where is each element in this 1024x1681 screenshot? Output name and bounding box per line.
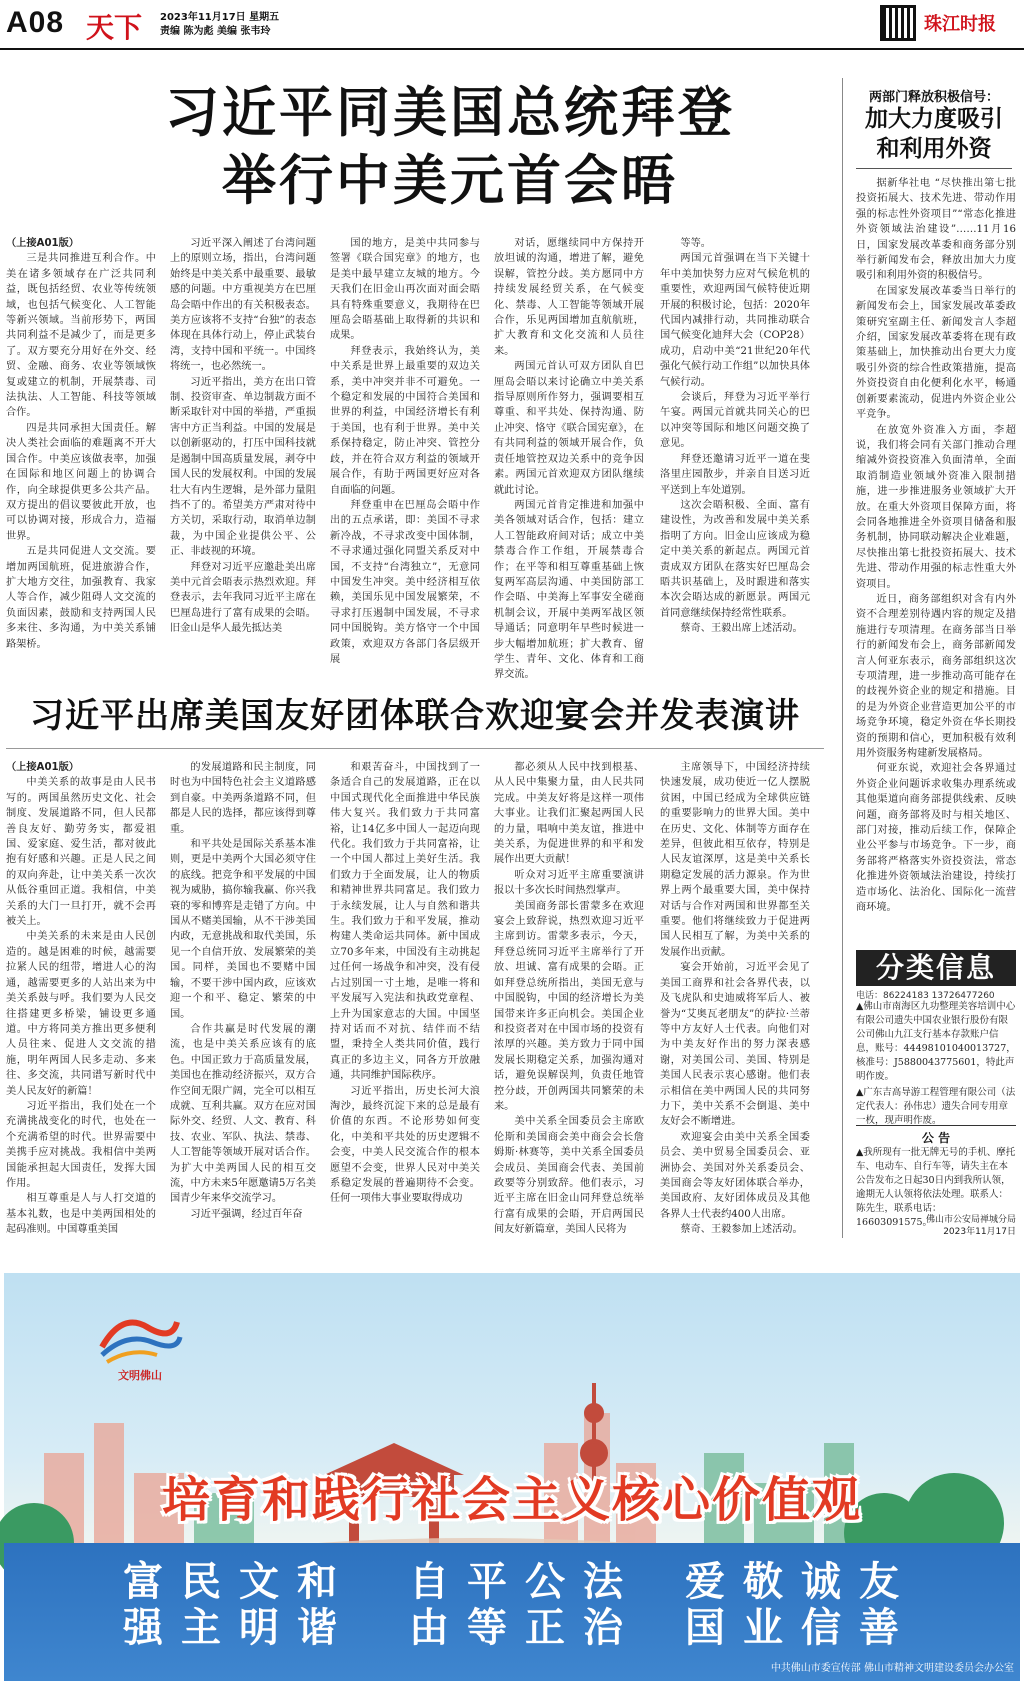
public-service-banner (4, 1273, 1020, 1681)
classified-ads (856, 1000, 1016, 1126)
classified-phone: 电话：86224183 13726477260 (856, 991, 995, 1001)
paragraph: 和平共处是国际关系基本准则，更是中美两个大国必须守住的底线。把竞争和平发展的中国视为威胁，搞你输我赢、你兴我衰的零和博弈是走错了方向。中国从不赌美国输，从不干涉美国内政，无意挑战和取代美国，乐见一个自信开放、发展繁荣的美国。同样，美国也不要赌中国输，不要干涉中国内政，应该欢迎一个和平、稳定、繁荣的中国。 (170, 839, 316, 1020)
value-character: 爱 (685, 1559, 725, 1605)
paragraph: 这次会晤积极、全面、富有建设性，为改善和发展中美关系指明了方向。旧金山应该成为稳定中美关系的新起点。两国元首责成双方团队在落实好巴厘岛会晤共识基础上，及时跟进和落实本次会晤达成的新愿景。两国元首同意继续保持经常性联系。 (660, 499, 810, 619)
classified-title: 分类信息 (856, 950, 1016, 986)
story1-column-5 (660, 236, 810, 681)
issue-date: 2023年11月17日 星期五 (160, 12, 280, 23)
core-value (230, 1559, 288, 1651)
paragraph: 中美关系的未来是由人民创造的。越是困难的时候，越需要拉紧人民的纽带，增进人心的沟通，越需要更多的人站出来为中美关系鼓与呼。我们要为人民交往搭建更多桥梁，铺设更多通道。中方将同美方推出更多便利人员往来、促进人文交流的措施，明年两国人民多走动、多来往、多交流，共同谱写新时代中美人民友好的新篇！ (6, 931, 156, 1097)
paragraph: 拜登表示，我始终认为，美中关系是世界上最重要的双边关系，美中冲突并非不可避免。一个稳定和发展的中国符合美国和世界的利益，中国经济增长有利于美国，也有利于世界。美中关系保持稳定，防止冲突、管控分歧，并在符合双方利益的领域开展合作，有助于两国更好应对各自面临的问题。 (330, 345, 480, 496)
paragraph: 习近平指出，我们处在一个充满挑战变化的时代，也处在一个充满希望的时代。世界需要中美携手应对挑战。我相信中美两国能承担起大国责任，发挥大国作用。 (6, 1100, 156, 1189)
page-number: A08 (6, 6, 65, 39)
paragraph: 习近平指出，美方在出口管制、投资审查、单边制裁方面不断采取针对中国的举措，严重损害中方正当利益。中国的发展是以创新驱动的，打压中国科技就是遏制中国高质量发展，剥夺中国人民的发展权利。中国的发展壮大有内生逻辑，是外部力量阻挡不了的。希望美方严肃对待中方关切，采取行动，取消单边制裁，为中国企业提供公平、公正、非歧视的环境。 (170, 376, 316, 558)
story1-column-1 (6, 236, 156, 681)
value-character: 自 (409, 1559, 449, 1605)
paragraph: 据新华社电 “尽快推出第七批投资拓展大、技术先进、带动作用强的标志性外资项目”“常态化推进外资领域法治建设”……11月16日，国家发展改革委和商务部分别举行新闻发布会，释放出加大力度吸引和利用外资的积极信号。 (856, 178, 1016, 282)
story1-column-text (6, 251, 156, 652)
paragraph: 在国家发展改革委当日举行的新闻发布会上，国家发展改革委政策研究室副主任、新闻发言人李超介绍，国家发展改革委将在现有政策基础上，加快推动出台更大力度吸引外资的综合性政策措施，提高外资投资自由化便利化水平，畅通创新要素流动，促进内外资企业公平竞争。 (856, 285, 1016, 421)
paragraph: 在放宽外资准入方面，李超说，我们将会同有关部门推动合理缩减外资投资准入负面清单，全面取消制造业领域外资准入限制措施，进一步推进服务业领域扩大开放。在重大外资项目保障方面，将会同各地推进全外资项目储备和服务机制，协同联动解决企业难题，尽快推出第七批投资拓展大、技术先进、带动作用强的标志性重大外资项目。 (856, 424, 1016, 590)
story1-column-3 (330, 236, 480, 681)
section-name: 天下 (86, 11, 143, 44)
continuation-label: （上接A01版） (6, 762, 79, 773)
paragraph: 宴会开始前，习近平会见了美国工商界和社会各界代表，以及飞虎队和史迪威将军后人、被誉为“艾奥瓦老朋友”的萨拉·兰蒂等中方友好人士代表。向他们对为中美友好作出的努力深表感谢，对美国公司、美国、特别是美国人民表示衷心感谢。他们表示相信在美中两国人民的共同努力下，美中关系不会倒退、美中友好会不断增进。 (660, 962, 810, 1128)
sidebar-rule (856, 168, 1012, 169)
story2-column-text (494, 760, 644, 1238)
value-character: 等 (467, 1605, 507, 1651)
paragraph: 2023年11月17日 (943, 1227, 1016, 1237)
story1-column-text (330, 236, 480, 667)
paragraph: 五是共同促进人文交流。要增加两国航班，促进旅游合作，扩大地方交往，加强教育、我家人等合作，减少阻碍人文交流的负面因素，鼓励和支持两国人民多来往、多沟通，为中美关系铺路架桥。 (6, 546, 156, 650)
core-value (458, 1559, 516, 1651)
sidebar-kicker: 两部门释放积极信号： (868, 90, 999, 105)
story1-headline-line1: 习近平同美国总统拜登 (165, 81, 735, 144)
value-character: 富 (123, 1559, 163, 1605)
story2-column-5 (660, 760, 810, 1245)
story2-column-1 (6, 760, 156, 1245)
value-character: 和 (297, 1559, 337, 1605)
value-character: 平 (467, 1559, 507, 1605)
paragraph: 三是共同推进互利合作。中美在诸多领域存在广泛共同利益，既包括经贸、农业等传统领域，也包括气候变化、人工智能等新兴领域。当前形势下，两国共同利益不是减少了，而是更多了。双方要充分用好在外交、经贸、金融、商务、农业等领域恢复或建立的机制，开展禁毒、司法执法、人工智能、科技等领域合作。 (6, 253, 156, 419)
value-character: 公 (525, 1559, 565, 1605)
value-character: 由 (409, 1605, 449, 1651)
value-character: 正 (525, 1605, 565, 1651)
paragraph: 主席领导下，中国经济持续快速发展，成功使近一亿人摆脱贫困，中国已经成为全球供应链的重要影响力的世界大国。美中在历史、文化、体制等方面存在差异，但彼此相互依存，特别是人民友谊深厚，这是美中关系长期稳定发展的活力源泉。作为世界上两个最重要大国，美中保持对话与合作对两国和世界都至关重要。他们将继续致力于促进两国人民相互了解，为美中关系的发展作出贡献。 (660, 762, 810, 958)
core-value (734, 1559, 792, 1651)
values-group-national (114, 1559, 346, 1651)
paragraph: 听众对习近平主席重要演讲报以十多次长时间热烈掌声。 (494, 869, 644, 897)
story1-column-text (170, 236, 316, 637)
paragraph: 佛山市公安局禅城分局 (925, 1215, 1016, 1225)
value-character: 文 (239, 1559, 279, 1605)
sidebar-text (856, 176, 1016, 916)
banner-logo-text: 文明佛山 (118, 1369, 162, 1382)
sidebar-headline-line1: 加大力度吸引 (865, 105, 1003, 132)
paragraph: 等等。 (680, 238, 711, 249)
notice-body: ▲我所现有一批无牌无号的手机、摩托车、电动车、自行车等，请失主在本公告发布之日起30日内到我所认领，逾期无人认领将依法处理。联系人：陈先生，联系电话：16603091575。 (856, 1147, 1016, 1228)
paragraph: 何亚东说，欢迎社会各界通过外资企业问题诉求收集办理系统或其他渠道向商务部提供线索、反映问题，商务部将及时与相关地区、部门对接，推动后续工作，保障企业公平参与市场竞争。下一步，商务部将严格落实外资投资法，常态化推进外资领域法治建设，持续打造市场化、法治化、国际化一流营商环境。 (856, 763, 1016, 914)
paragraph: 美国商务部长雷蒙多在欢迎宴会上致辞说，热烈欢迎习近平主席到访。雷蒙多表示，今天，拜登总统同习近平主席举行了开放、坦诚、富有成果的会晤。正如拜登总统所指出，美国无意与中国脱钩，中国的经济增长为美国带来许多正向机会。美国企业和投资者对在中国市场的投资有浓厚的兴趣。美方致力于同中国发展长期稳定关系，加强沟通对话，避免误解误判，负责任地管控分歧，开创两国共同繁荣的未来。 (494, 900, 644, 1112)
story2-column-2 (170, 760, 316, 1245)
value-character: 治 (583, 1605, 623, 1651)
paragraph: 和艰苦奋斗，中国找到了一条适合自己的发展道路，正在以中国式现代化全面推进中华民族伟大复兴。我们致力于共同富裕，让14亿多中国人一起迈向现代化。我们致力于共同富裕，让一个中国人都过上美好生活。我们致力于全面发展，让人的物质和精神世界共同富足。我们致力于永续发展，让人与自然和谐共生。我们致力于和平发展，推动构建人类命运共同体。新中国成立70多年来，中国没有主动挑起过任何一场战争和冲突，没有侵占过别国一寸土地，是唯一将和平发展写入宪法和执政党章程、上升为国家意志的大国。中国坚持对话而不对抗、结伴而不结盟，秉持全人类共同价值，践行真正的多边主义，同各方开放融通，共同维护国际秩序。 (330, 762, 480, 1082)
story1-headline-line2: 举行中美元首会晤 (222, 149, 678, 212)
value-character: 业 (743, 1605, 783, 1651)
story1-column-4 (494, 236, 644, 681)
value-character: 谐 (297, 1605, 337, 1651)
story1-column-2 (170, 236, 316, 681)
value-character: 强 (123, 1605, 163, 1651)
paragraph: 的发展道路和民主制度，同时也为中国特色社会主义道路感到自豪。中美两条道路不同，但都是人民的选择，都应该得到尊重。 (170, 762, 316, 835)
paragraph: 四是共同承担大国责任。解决人类社会面临的难题离不开大国合作。中美应该做表率，加强在国际和地区问题上的协调合作，向全球提供更多公共产品。双方提出的倡议要彼此开放，也可以协调对接，形成合力，造福世界。 (6, 422, 156, 542)
paragraph: 中美关系的故事是由人民书写的。两国虽然历史文化、社会制度、发展道路不同，但人民都善良友好、勤劳务实，都爱祖国、爱家庭、爱生活，都对彼此抱有好感和兴趣。正是人民之间的双向奔赴，让中美关系一次次从低谷重回正道。我相信，中美关系的大门一旦打开，就不会再被关上。 (6, 777, 156, 928)
value-character: 诚 (801, 1559, 841, 1605)
core-value (172, 1559, 230, 1651)
paragraph: 蔡奇、王毅参加上述活动。 (680, 1224, 803, 1236)
story2-rule (6, 748, 824, 749)
masthead (0, 0, 1024, 44)
sidebar-body (856, 176, 1016, 914)
notice-signature (856, 1214, 1016, 1238)
value-character: 敬 (743, 1559, 783, 1605)
paragraph: 近日，商务部组织对含有内外资不合理差别待遇内容的规定及措施进行专项清理。在商务部当日举行的新闻发布会上，商务部新闻发言人何亚东表示，商务部组织这次专项清理，进一步推动高可能存在的歧视外资企业的规定和措施。目的是为外资企业营造更加公平的市场竞争环境，稳定外资在华长期投资的预期和信心，更加积极有效利用外资服务构建新发展格局。 (856, 593, 1016, 760)
paragraph: 习近平强调，经过百年奋 (190, 1208, 303, 1220)
civilized-foshan-logo-icon (92, 1307, 182, 1367)
sidebar-headline-line2: 和利用外资 (876, 135, 992, 162)
story2-headline: 习近平出席美国友好团体联合欢迎宴会并发表演讲 (30, 696, 800, 736)
value-character: 国 (685, 1605, 725, 1651)
paragraph: 美中关系全国委员会主席欧伦斯和美国商会美中商会会长詹姆斯·林赛等，美中关系全国委员会成员、美国商会代表、美国前政要等分别致辞。他们表示，习近平主席在旧金山同拜登总统举行富有成果的会晤，开启两国民间友好新篇章，美国人民将为 (494, 1116, 644, 1236)
notice-title: 公 告 (856, 1125, 1016, 1146)
story1-column-text (660, 236, 810, 637)
story2-column-text (170, 760, 316, 1222)
core-value (516, 1559, 574, 1651)
paragraph: 蔡奇、王毅出席上述活动。 (680, 623, 803, 635)
story2-column-text (660, 760, 810, 1238)
paragraph: 两国元首认可双方团队自巴厘岛会晤以来讨论确立中美关系指导原则所作努力，强调要相互尊重、和平共处、保持沟通、防止冲突、恪守《联合国宪章》，在有共同利益的领域开展合作，负责任地管控双边关系中的竞争因素。两国元首欢迎双方团队继续就此讨论。 (494, 361, 644, 496)
paragraph: 两国元首强调在当下关键十年中美加快努力应对气候危机的重要性，欢迎两国气候特使近期开展的积极讨论，包括：2020年代国内减排行动，共同推动联合国气候变化迪拜大会（COP28）成功，启动中美“21世纪20年代强化气候行动工作组”以加快具体气候行动。 (660, 253, 810, 388)
paragraph: 习近平深入阐述了台湾问题上的原则立场，指出，台湾问题始终是中美关系中最重要、最敏感的问题。中方重视美方在巴厘岛会晤中作出的有关积极表态。美方应该将不支持“台独”的表态体现在具体行动上，停止武装台湾，支持中国和平统一。中国终将统一，也必然统一。 (170, 238, 316, 373)
story2-column-4 (494, 760, 644, 1245)
story2-column-text (6, 775, 156, 1237)
story2-column-text (330, 760, 480, 1207)
paragraph: 两国元首肯定推进和加强中美各领域对话合作，包括：建立人工智能政府间对话；成立中美禁毒合作工作组，开展禁毒合作；在平等和相互尊重基础上恢复两军高层沟通、中美国防部工作会晤、中美海上军事安全磋商机制会议，开展中美两军战区领导通话；同意明年早些时候进一步大幅增加航班；扩大教育、留学生、青年、文化、体育和工商界交流。 (494, 499, 644, 681)
core-value (400, 1559, 458, 1651)
core-value (792, 1559, 850, 1651)
story2-column-3 (330, 760, 480, 1245)
paragraph: 会谈后，拜登为习近平举行午宴。两国元首就共同关心的巴以冲突等国际和地区问题交换了意见。 (660, 392, 810, 450)
paragraph: 拜登对习近平应邀赴美出席美中元首会晤表示热烈欢迎。拜登表示，去年我同习近平主席在巴厘岛进行了富有成果的会晤。旧金山是华人最先抵达美 (170, 561, 316, 635)
core-value (850, 1559, 908, 1651)
paragraph: 拜登还邀请习近平一道在斐洛里庄园散步，并亲自目送习近平送到上车处道别。 (660, 453, 810, 496)
newspaper-logo: 珠江时报 (924, 14, 996, 35)
value-character: 明 (239, 1605, 279, 1651)
core-value (288, 1559, 346, 1651)
values-group-individual (676, 1559, 908, 1651)
paragraph: 国的地方，是美中共同参与签署《联合国宪章》的地方，也是美中最早建立友城的地方。今天我们在旧金山再次面对面会晤具有特殊重要意义，我期待在巴厘岛会晤基础上取得新的共识和成果。 (330, 238, 480, 342)
dateline (160, 11, 279, 39)
classified-ad: ▲广东吉高导游工程管理有限公司（法定代表人：孙伟忠）遗失合同专用章一枚，现声明作废。 (856, 1087, 1016, 1126)
editors-credit: 责编 陈为彪 美编 张韦玲 (160, 26, 271, 37)
masthead-rule (0, 48, 1024, 50)
value-character: 信 (801, 1605, 841, 1651)
sidebar-headline (848, 104, 1020, 164)
core-value (574, 1559, 632, 1651)
paragraph: 习近平指出，历史长河大浪淘沙，最终沉淀下来的总是最有价值的东西。不论形势如何变化，中美和平共处的历史逻辑不会变，中美人民交流合作的根本愿望不会变，世界人民对中美关系稳定发展的普遍期待不会变。任何一项伟大事业要取得成功 (330, 1085, 480, 1205)
paragraph: 欢迎宴会由美中关系全国委员会、美中贸易全国委员会、亚洲协会、美国对外关系委员会、美国商会等友好团体联合举办，美国政府、友好团体成员及其他各界人士代表约400人出席。 (660, 1131, 810, 1220)
column-rule (842, 78, 843, 1238)
paragraph: 相互尊重是人与人打交道的基本礼数，也是中美两国相处的起码准则。中国尊重美国 (6, 1193, 156, 1236)
story1-column-text (494, 236, 644, 683)
value-character: 主 (181, 1605, 221, 1651)
paragraph: 拜登重申在巴厘岛会晤中作出的五点承诺，即：美国不寻求新冷战，不寻求改变中国体制，不寻求通过强化同盟关系反对中国，不支持“台湾独立”，无意同中国发生冲突。美中经济相互依赖，美国乐见中国发展繁荣，不寻求打压遏制中国发展，不寻求同中国脱钩。美方恪守一个中国政策，欢迎双方各部门各层级开展 (330, 499, 480, 665)
core-value (676, 1559, 734, 1651)
paragraph: 合作共赢是时代发展的潮流，也是中美关系应该有的底色。中国正致力于高质量发展，美国也在推动经济振兴，双方合作空间无限广阔，完全可以相互成就、互利共赢。双方在应对国际外交、经贸、人文、教育、科技、农业、军队、执法、禁毒、人工智能等领域开展对话合作。为扩大中美两国人民的相互交流，中方未来5年愿邀请5万名美国青少年来华交流学习。 (170, 1023, 316, 1205)
value-character: 友 (859, 1559, 899, 1605)
banner-credit: 中共佛山市委宣传部 佛山市精神文明建设委员会办公室 (770, 1663, 1014, 1674)
qr-code-icon (880, 5, 916, 41)
value-character: 法 (583, 1559, 623, 1605)
value-character: 民 (181, 1559, 221, 1605)
paragraph: 对话，愿继续同中方保持开放坦诚的沟通，增进了解，避免误解，管控分歧。美方愿同中方持续发展经贸关系，在气候变化、禁毒、人工智能等领域开展合作，乐见两国增加直航航班，扩大教育和文化交流和人员往来。 (494, 238, 644, 357)
value-character: 善 (859, 1605, 899, 1651)
banner-title: 培育和践行社会主义核心价值观 (161, 1472, 862, 1528)
classified-ad: ▲佛山市南海区九功整理美容培训中心有限公司遗失中国农业银行股份有限公司佛山九江支行基本存款账户信息，账号：44498101040013727，核准号：J5880043775601，特此声明作废。 (856, 1001, 1016, 1082)
continuation-label: （上接A01版） (6, 238, 79, 249)
values-group-social (400, 1559, 632, 1651)
paragraph: 都必须从人民中找到根基、从人民中集聚力量，由人民共同完成。中美友好将是这样一项伟大事业。让我们汇聚起两国人民的力量，唱响中美友谊，推进中美关系，为促进世界的和平和发展作出更大贡献！ (494, 762, 644, 866)
core-value (114, 1559, 172, 1651)
